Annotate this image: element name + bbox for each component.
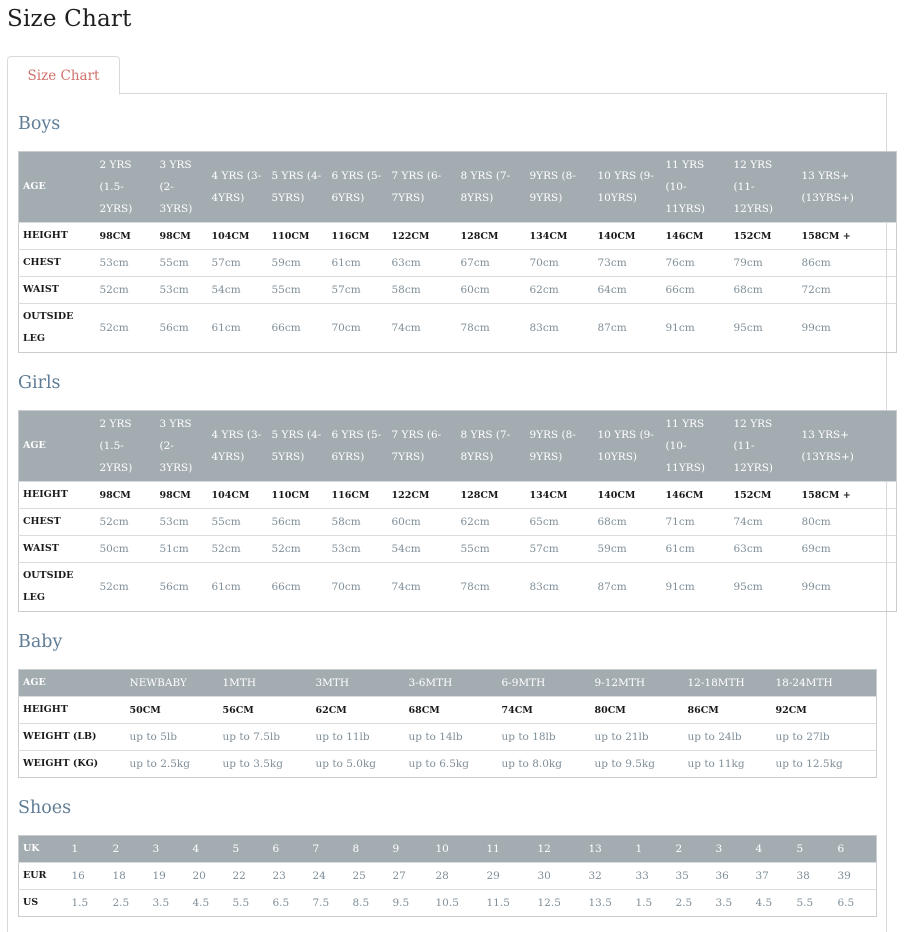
column-header: 2 [672, 836, 712, 863]
table-cell: up to 14lb [405, 724, 498, 751]
column-header: 11 YRS (10-11YRS) [662, 411, 730, 482]
boys-size-table [18, 151, 897, 353]
table-cell: 72cm [798, 277, 897, 304]
table-cell: 116CM [328, 482, 388, 509]
table-cell: 95cm [730, 563, 798, 612]
table-cell: 87cm [594, 563, 662, 612]
column-header: 5 YRS (4-5YRS) [268, 411, 328, 482]
table-cell: 104CM [208, 223, 268, 250]
table-cell: up to 2.5kg [126, 751, 219, 778]
table-cell: up to 12.5kg [772, 751, 877, 778]
table-cell: 30 [534, 863, 585, 890]
table-cell: 60cm [388, 509, 457, 536]
table-cell: 71cm [662, 509, 730, 536]
table-cell: 4.5 [752, 890, 793, 917]
column-header: 6 YRS (5-6YRS) [328, 411, 388, 482]
row-label: US [19, 890, 68, 917]
tab-size-chart[interactable]: Size Chart [7, 56, 120, 95]
table-cell: 128CM [457, 223, 526, 250]
column-header: 8 YRS (7-8YRS) [457, 152, 526, 223]
table-cell: 99cm [798, 304, 897, 353]
table-cell: 12.5 [534, 890, 585, 917]
column-header: 13 [585, 836, 632, 863]
table-cell: 56CM [219, 697, 312, 724]
table-cell: 2.5 [109, 890, 149, 917]
row-label: EUR [19, 863, 68, 890]
table-cell: 3.5 [149, 890, 189, 917]
table-cell: 59cm [268, 250, 328, 277]
table-row [19, 223, 897, 250]
table-cell: 6.5 [834, 890, 877, 917]
table-cell: up to 11kg [684, 751, 772, 778]
table-cell: up to 24lb [684, 724, 772, 751]
table-cell: 67cm [457, 250, 526, 277]
table-cell: 33 [632, 863, 672, 890]
table-cell: 92CM [772, 697, 877, 724]
table-row [19, 536, 897, 563]
row-label: HEIGHT [19, 482, 96, 509]
table-cell: up to 7.5lb [219, 724, 312, 751]
table-cell: 146CM [662, 482, 730, 509]
table-cell: 98CM [156, 223, 208, 250]
table-cell: 3.5 [712, 890, 752, 917]
boys-heading: Boys [18, 114, 61, 134]
table-cell: 74cm [388, 304, 457, 353]
table-cell: 55cm [268, 277, 328, 304]
table-cell: 98CM [156, 482, 208, 509]
table-row [19, 482, 897, 509]
column-header: AGE [19, 411, 96, 482]
table-row [19, 724, 877, 751]
table-row [19, 250, 897, 277]
table-cell: 52cm [96, 277, 156, 304]
column-header: 5 [229, 836, 269, 863]
table-header-row [19, 670, 877, 697]
table-cell: 19 [149, 863, 189, 890]
column-header: 8 YRS (7-8YRS) [457, 411, 526, 482]
table-cell: 62CM [312, 697, 405, 724]
column-header: 12-18MTH [684, 670, 772, 697]
column-header: AGE [19, 152, 96, 223]
table-cell: 25 [349, 863, 389, 890]
table-cell: 99cm [798, 563, 897, 612]
table-cell: 54cm [208, 277, 268, 304]
table-cell: 69cm [798, 536, 897, 563]
column-header: NEWBABY [126, 670, 219, 697]
baby-heading: Baby [18, 632, 63, 652]
column-header: 11 YRS (10-11YRS) [662, 152, 730, 223]
shoes-size-table [18, 835, 877, 917]
column-header: 4 [189, 836, 229, 863]
table-cell: 98CM [96, 482, 156, 509]
table-row [19, 697, 877, 724]
table-cell: 122CM [388, 223, 457, 250]
table-cell: 62cm [457, 509, 526, 536]
column-header: 10 YRS (9-10YRS) [594, 152, 662, 223]
table-cell: 70cm [526, 250, 594, 277]
table-cell: 4.5 [189, 890, 229, 917]
table-cell: 29 [483, 863, 534, 890]
table-cell: 22 [229, 863, 269, 890]
table-cell: 61cm [208, 304, 268, 353]
table-cell: 91cm [662, 563, 730, 612]
column-header: 6 [834, 836, 877, 863]
table-cell: 104CM [208, 482, 268, 509]
table-cell: 57cm [208, 250, 268, 277]
table-cell: 50CM [126, 697, 219, 724]
column-header: 13 YRS+ (13YRS+) [798, 152, 897, 223]
table-header-row [19, 152, 897, 223]
shoes-heading: Shoes [18, 798, 72, 818]
table-cell: 8.5 [349, 890, 389, 917]
table-cell: 74cm [730, 509, 798, 536]
table-cell: 63cm [730, 536, 798, 563]
table-cell: 116CM [328, 223, 388, 250]
table-cell: 68CM [405, 697, 498, 724]
table-cell: 76cm [662, 250, 730, 277]
table-cell: 122CM [388, 482, 457, 509]
table-cell: 13.5 [585, 890, 632, 917]
table-cell: up to 18lb [498, 724, 591, 751]
table-cell: up to 3.5kg [219, 751, 312, 778]
column-header: 13 YRS+ (13YRS+) [798, 411, 897, 482]
table-cell: 7.5 [309, 890, 349, 917]
table-cell: 51cm [156, 536, 208, 563]
table-cell: 54cm [388, 536, 457, 563]
table-cell: 56cm [156, 563, 208, 612]
table-cell: 28 [432, 863, 483, 890]
table-cell: 52cm [268, 536, 328, 563]
table-cell: 52cm [96, 304, 156, 353]
table-cell: 134CM [526, 223, 594, 250]
table-cell: 61cm [208, 563, 268, 612]
column-header: 4 YRS (3-4YRS) [208, 152, 268, 223]
table-cell: 58cm [328, 509, 388, 536]
table-cell: 66cm [662, 277, 730, 304]
column-header: 3 YRS (2-3YRS) [156, 411, 208, 482]
column-header: 2 YRS (1.5-2YRS) [96, 152, 156, 223]
table-cell: 23 [269, 863, 309, 890]
column-header: 4 YRS (3-4YRS) [208, 411, 268, 482]
table-cell: 53cm [156, 277, 208, 304]
table-cell: 61cm [328, 250, 388, 277]
table-cell: 61cm [662, 536, 730, 563]
table-cell: 74CM [498, 697, 591, 724]
table-header-row [19, 411, 897, 482]
table-cell: 20 [189, 863, 229, 890]
table-cell: 39 [834, 863, 877, 890]
column-header: 7 [309, 836, 349, 863]
table-cell: 70cm [328, 563, 388, 612]
table-cell: 64cm [594, 277, 662, 304]
table-cell: up to 11lb [312, 724, 405, 751]
table-cell: 60cm [457, 277, 526, 304]
table-cell: 18 [109, 863, 149, 890]
table-cell: 87cm [594, 304, 662, 353]
column-header: 9YRS (8-9YRS) [526, 152, 594, 223]
table-cell: up to 5.0kg [312, 751, 405, 778]
table-cell: 37 [752, 863, 793, 890]
table-cell: up to 9.5kg [591, 751, 684, 778]
table-cell: 35 [672, 863, 712, 890]
column-header: 9YRS (8-9YRS) [526, 411, 594, 482]
table-cell: 52cm [96, 563, 156, 612]
table-cell: 86CM [684, 697, 772, 724]
column-header: 6 [269, 836, 309, 863]
row-label: WAIST [19, 277, 96, 304]
table-cell: up to 6.5kg [405, 751, 498, 778]
table-cell: 11.5 [483, 890, 534, 917]
table-cell: up to 5lb [126, 724, 219, 751]
table-cell: 134CM [526, 482, 594, 509]
column-header: 7 YRS (6-7YRS) [388, 411, 457, 482]
row-label: WEIGHT (KG) [19, 751, 126, 778]
table-cell: 78cm [457, 304, 526, 353]
column-header: AGE [19, 670, 126, 697]
girls-size-table [18, 410, 897, 612]
table-cell: 10.5 [432, 890, 483, 917]
column-header: 3 YRS (2-3YRS) [156, 152, 208, 223]
table-cell: 55cm [457, 536, 526, 563]
table-cell: 50cm [96, 536, 156, 563]
table-cell: 68cm [594, 509, 662, 536]
column-header: 1 [68, 836, 109, 863]
column-header: 1 [632, 836, 672, 863]
table-row [19, 563, 897, 612]
table-cell: 68cm [730, 277, 798, 304]
table-cell: 140CM [594, 482, 662, 509]
table-cell: 55cm [208, 509, 268, 536]
column-header: 8 [349, 836, 389, 863]
table-cell: 66cm [268, 563, 328, 612]
table-cell: 83cm [526, 304, 594, 353]
table-cell: 152CM [730, 223, 798, 250]
baby-size-table [18, 669, 877, 778]
row-label: OUTSIDE LEG [19, 563, 96, 612]
table-cell: 95cm [730, 304, 798, 353]
table-cell: 5.5 [793, 890, 834, 917]
table-cell: 70cm [328, 304, 388, 353]
row-label: WEIGHT (LB) [19, 724, 126, 751]
table-row [19, 304, 897, 353]
tab-bar [7, 56, 887, 94]
column-header: 12 [534, 836, 585, 863]
page-title: Size Chart [7, 6, 132, 32]
table-cell: 59cm [594, 536, 662, 563]
column-header: 2 [109, 836, 149, 863]
table-cell: 2.5 [672, 890, 712, 917]
column-header: 10 YRS (9-10YRS) [594, 411, 662, 482]
row-label: CHEST [19, 250, 96, 277]
table-cell: 1.5 [632, 890, 672, 917]
column-header: 18-24MTH [772, 670, 877, 697]
table-cell: 36 [712, 863, 752, 890]
column-header: 4 [752, 836, 793, 863]
table-cell: 140CM [594, 223, 662, 250]
table-cell: 53cm [96, 250, 156, 277]
table-cell: 32 [585, 863, 632, 890]
table-cell: 80cm [798, 509, 897, 536]
column-header: 3MTH [312, 670, 405, 697]
table-cell: 110CM [268, 482, 328, 509]
column-header: 3 [149, 836, 189, 863]
girls-heading: Girls [18, 373, 61, 393]
table-cell: up to 27lb [772, 724, 877, 751]
table-cell: 55cm [156, 250, 208, 277]
table-row [19, 277, 897, 304]
column-header: 1MTH [219, 670, 312, 697]
column-header: 9-12MTH [591, 670, 684, 697]
table-cell: 53cm [328, 536, 388, 563]
table-cell: 91cm [662, 304, 730, 353]
table-cell: 98CM [96, 223, 156, 250]
table-cell: 9.5 [389, 890, 432, 917]
table-cell: 63cm [388, 250, 457, 277]
table-cell: 80CM [591, 697, 684, 724]
column-header: 10 [432, 836, 483, 863]
row-label: CHEST [19, 509, 96, 536]
column-header: 9 [389, 836, 432, 863]
table-row [19, 751, 877, 778]
column-header: 7 YRS (6-7YRS) [388, 152, 457, 223]
column-header: 2 YRS (1.5-2YRS) [96, 411, 156, 482]
table-cell: 158CM + [798, 482, 897, 509]
table-cell: 1.5 [68, 890, 109, 917]
table-row [19, 509, 897, 536]
column-header: 12 YRS (11-12YRS) [730, 411, 798, 482]
row-label: OUTSIDE LEG [19, 304, 96, 353]
column-header: 3-6MTH [405, 670, 498, 697]
table-cell: 73cm [594, 250, 662, 277]
table-cell: 65cm [526, 509, 594, 536]
table-cell: 16 [68, 863, 109, 890]
table-cell: 86cm [798, 250, 897, 277]
column-header: 5 YRS (4-5YRS) [268, 152, 328, 223]
column-header: 6-9MTH [498, 670, 591, 697]
table-cell: 152CM [730, 482, 798, 509]
table-cell: 52cm [96, 509, 156, 536]
table-cell: 24 [309, 863, 349, 890]
table-cell: 38 [793, 863, 834, 890]
table-cell: up to 8.0kg [498, 751, 591, 778]
table-cell: 5.5 [229, 890, 269, 917]
table-cell: 110CM [268, 223, 328, 250]
table-cell: up to 21lb [591, 724, 684, 751]
table-cell: 74cm [388, 563, 457, 612]
table-cell: 6.5 [269, 890, 309, 917]
table-cell: 158CM + [798, 223, 897, 250]
table-cell: 79cm [730, 250, 798, 277]
column-header: 3 [712, 836, 752, 863]
table-cell: 62cm [526, 277, 594, 304]
table-cell: 83cm [526, 563, 594, 612]
table-cell: 78cm [457, 563, 526, 612]
table-cell: 53cm [156, 509, 208, 536]
table-cell: 146CM [662, 223, 730, 250]
table-cell: 27 [389, 863, 432, 890]
table-header-row [19, 836, 877, 863]
row-label: HEIGHT [19, 223, 96, 250]
column-header: 5 [793, 836, 834, 863]
table-row [19, 890, 877, 917]
column-header: UK [19, 836, 68, 863]
row-label: HEIGHT [19, 697, 126, 724]
table-cell: 56cm [156, 304, 208, 353]
table-cell: 57cm [526, 536, 594, 563]
table-row [19, 863, 877, 890]
table-cell: 128CM [457, 482, 526, 509]
table-cell: 57cm [328, 277, 388, 304]
column-header: 6 YRS (5-6YRS) [328, 152, 388, 223]
column-header: 12 YRS (11-12YRS) [730, 152, 798, 223]
table-cell: 58cm [388, 277, 457, 304]
table-cell: 52cm [208, 536, 268, 563]
table-cell: 56cm [268, 509, 328, 536]
table-cell: 66cm [268, 304, 328, 353]
column-header: 11 [483, 836, 534, 863]
row-label: WAIST [19, 536, 96, 563]
